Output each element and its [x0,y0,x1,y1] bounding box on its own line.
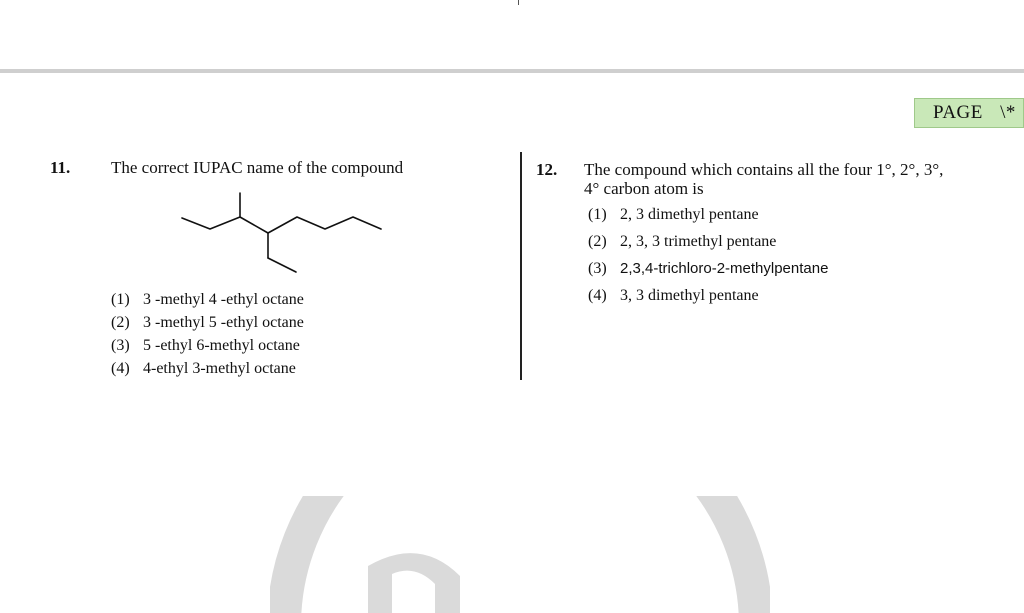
question-12-text-line-1: The compound which contains all the four 1°, 2°, 3°, [584,160,944,179]
watermark-outer-ring [284,496,756,613]
q12-option-3[interactable] [588,260,828,278]
page-badge-value: \* [1000,102,1016,123]
q11-option-3-text: 5 -ethyl 6-methyl octane [143,337,300,354]
q11-option-3[interactable] [111,337,300,355]
ethyl-branch-bond-2 [268,258,296,272]
q12-option-3-text: 2,3,4-trichloro-2-methylpentane [620,260,829,277]
main-chain-bonds [182,217,381,233]
q11-option-3-number: (3) [111,337,130,354]
page-badge-label: PAGE [933,102,983,123]
q12-option-2[interactable] [588,233,776,251]
q11-option-4[interactable] [111,360,296,378]
question-12-text-line-2: 4° carbon atom is [584,179,704,198]
q12-option-2-text: 2, 3, 3 trimethyl pentane [620,233,777,250]
watermark-logo [270,496,770,613]
question-11-number: 11. [50,158,71,177]
q12-option-4[interactable] [588,287,759,305]
header-rule [0,69,1024,73]
q11-option-2[interactable] [111,314,304,332]
q12-option-3-number: (3) [588,260,607,277]
q11-option-4-number: (4) [111,360,130,377]
q12-option-1-number: (1) [588,206,607,223]
q11-option-4-text: 4-ethyl 3-methyl octane [143,360,296,377]
q11-option-2-number: (2) [111,314,130,331]
q11-option-2-text: 3 -methyl 5 -ethyl octane [143,314,304,331]
q12-option-4-number: (4) [588,287,607,304]
q12-option-2-number: (2) [588,233,607,250]
q11-option-1[interactable] [111,291,304,309]
page-badge [914,98,1024,128]
q12-option-1-text: 2, 3 dimethyl pentane [620,206,759,223]
column-divider [520,152,522,380]
q11-option-1-number: (1) [111,291,130,308]
question-12-number: 12. [536,160,558,179]
skeletal-structure-diagram [170,188,390,278]
q12-option-1[interactable] [588,206,759,224]
q11-option-1-text: 3 -methyl 4 -ethyl octane [143,291,304,308]
question-11-text: The correct IUPAC name of the compound [111,158,404,177]
q12-option-4-text: 3, 3 dimethyl pentane [620,287,759,304]
watermark-letter-d [368,553,460,613]
top-tick-mark [518,0,519,5]
